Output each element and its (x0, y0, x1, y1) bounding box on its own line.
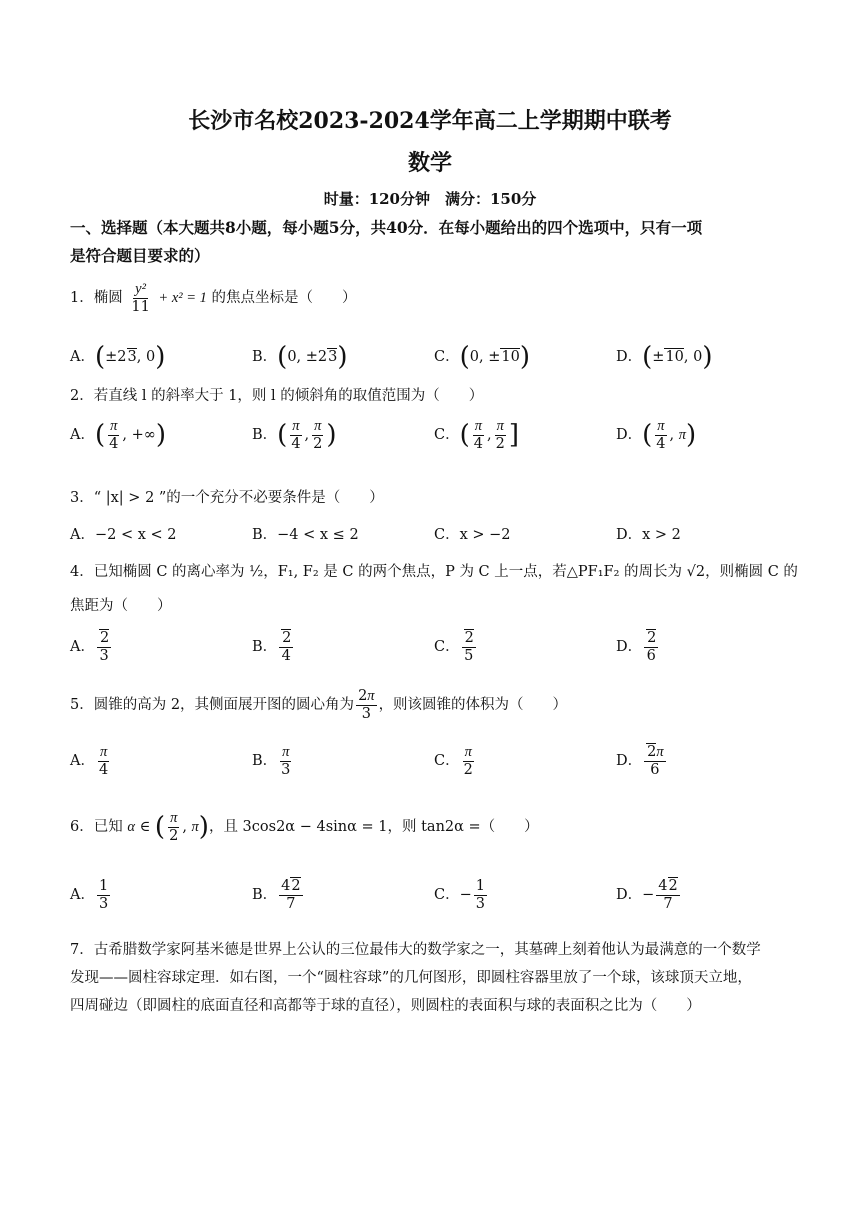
q2-option-a: A．( $\frac{\pi}{4}$ , +∞) (70, 418, 166, 452)
subject-title: 数学 (407, 150, 452, 176)
question-4-line2: 焦距为（ ） (70, 598, 172, 614)
question-5: 5．圆锥的高为 2，其侧面展开图的圆心角为 $\frac{2\pi}{3}$ ，则该圆锥的体积为（ ） (70, 688, 568, 722)
q1-suffix: 的焦点坐标是（ ） (211, 290, 357, 307)
q3-option-b: B．−4 < x ≤ 2 (252, 527, 359, 543)
question-2: 2．若直线 l 的斜率大于 1，则 l 的倾斜角的取值范围为（ ） (70, 388, 484, 404)
question-7-line2: 发现——圆柱容球定理．如右图，一个“圆柱容球”的几何图形，即圆柱容器里放了一个球，该球顶天立地， (70, 970, 752, 986)
q3-option-a: A．−2 < x < 2 (70, 527, 177, 543)
q1-prefix: 1．椭圆 (70, 290, 123, 307)
q4-option-a: A． $\frac{2}{3}$ (70, 630, 110, 664)
q1-fraction: $\frac{\text{y²}}{11}$ (131, 281, 150, 315)
question-1: 1．椭圆 $\frac{\text{y²}}{11}$ + x² = 1 的焦点坐标是（ ） (70, 281, 357, 315)
q6-option-b: B． $\frac{42}{7}$ (252, 878, 301, 912)
q4-option-b: B． $\frac{2}{4}$ (252, 630, 292, 664)
question-6: 6．已知 α ∈ ( $\frac{\pi}{2}$ , π)，且 3cos2α − 4sinα = 1，则 tan2α =（ ） (70, 810, 539, 844)
q6-option-d: D．− $\frac{42}{7}$ (616, 878, 678, 912)
q3-option-d: D．x > 2 (616, 527, 681, 543)
q5-option-b: B． $\frac{\pi}{3}$ (252, 744, 291, 778)
q1-option-c: C．(0, ±10) (434, 342, 530, 372)
section-heading-line2: 是符合题目要求的） (70, 246, 210, 265)
q2-option-b: B．( $\frac{\pi}{4}$ , $\frac{\pi}{2}$ ) (252, 418, 337, 452)
exam-title: 长沙市名校2023-2024学年高二上学期期中联考 (188, 108, 672, 134)
section-heading-line1: 一、选择题（本大题共8小题，每小题5分，共40分．在每小题给出的四个选项中，只有一项 (70, 218, 703, 237)
q3-option-c: C．x > −2 (434, 527, 511, 543)
question-7-line1: 7．古希腊数学家阿基米德是世界上公认的三位最伟大的数学家之一，其墓碑上刻着他认为最满意的一个数学 (70, 942, 761, 958)
question-4-line1: 4．已知椭圆 C 的离心率为 ½，F₁, F₂ 是 C 的两个焦点，P 为 C 上一点，若△PF₁F₂ 的周长为 √2，则椭圆 C 的 (70, 564, 798, 580)
question-3: 3．“ |x| > 2 ”的一个充分不必要条件是（ ） (70, 490, 384, 506)
q2-option-d: D．( $\frac{\pi}{4}$ , π) (616, 418, 697, 452)
q1-option-b: B．(0, ±23) (252, 342, 348, 372)
q1-option-d: D．(±10, 0) (616, 342, 713, 372)
q4-option-d: D． $\frac{2}{6}$ (616, 630, 657, 664)
q6-option-c: C．− $\frac{1}{3}$ (434, 878, 485, 912)
exam-meta: 时量：120分钟 满分：150分 (323, 190, 537, 208)
q2-option-c: C．( $\frac{\pi}{4}$ , $\frac{\pi}{2}$ ] (434, 418, 519, 452)
q6-option-a: A． $\frac{1}{3}$ (70, 878, 109, 912)
q5-option-a: A． $\frac{\pi}{4}$ (70, 744, 109, 778)
q1-option-a: A．(±23, 0) (70, 342, 166, 372)
q4-option-c: C． $\frac{2}{5}$ (434, 630, 474, 664)
q5-option-d: D． $\frac{2\pi}{6}$ (616, 744, 664, 778)
q5-option-c: C． $\frac{\pi}{2}$ (434, 744, 473, 778)
question-7-line3: 四周碰边（即圆柱的底面直径和高都等于球的直径），则圆柱的表面积与球的表面积之比为（ ） (70, 998, 701, 1014)
